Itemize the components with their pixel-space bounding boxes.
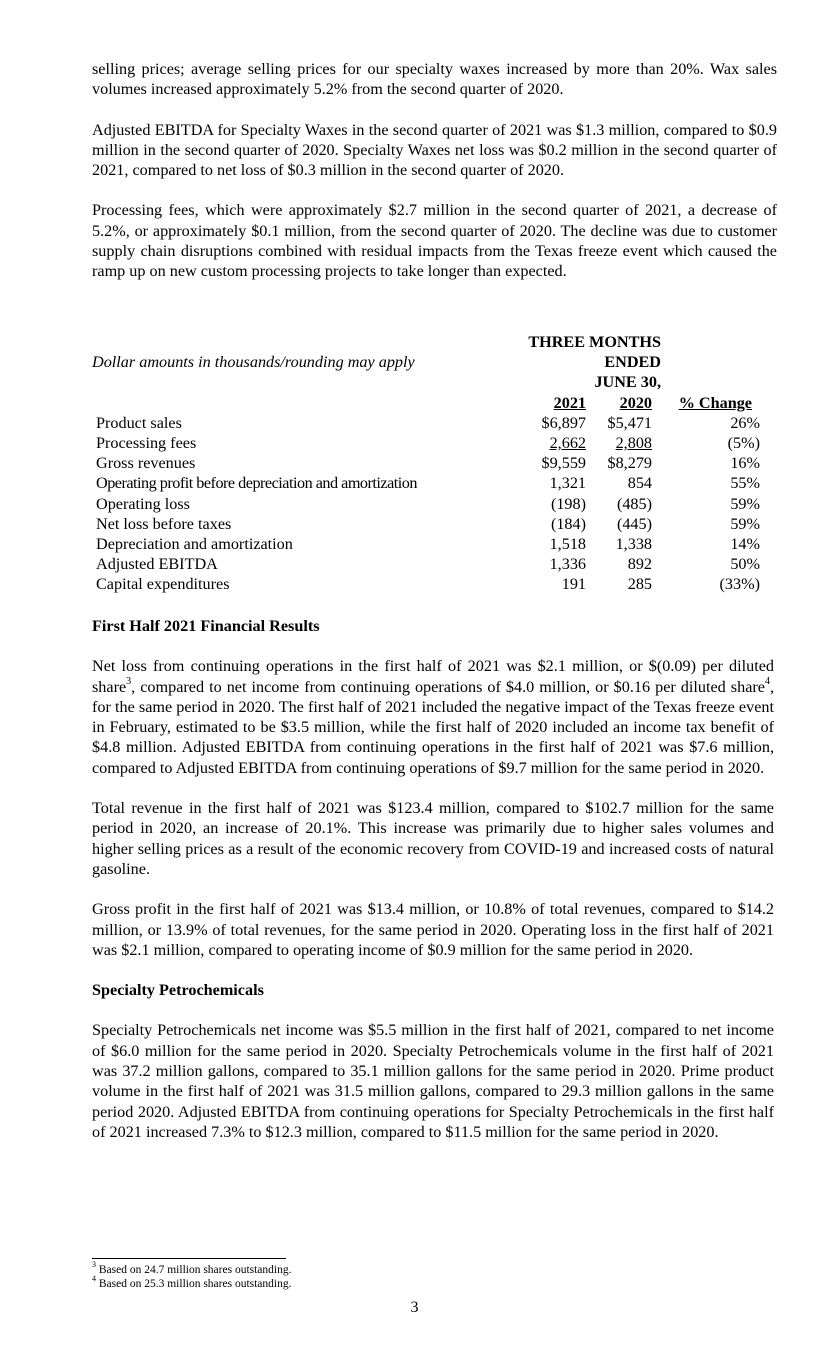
table-row: [96, 534, 760, 554]
paragraph-net-loss-part3: , for the same period in 2020. The first half of 2021 included the negative impact of the Texas freeze event in February, estimated to be $3.5 million, while the first half of 2020 included an income tax benefit of $4.8 million. Adjusted EBITDA from continuing operations in the first half of 2021 was $7.6 million, compared to Adjusted EBITDA from continuing operations of $9.7 million for the same period in 2020.: [92, 677, 774, 777]
table-row: [96, 574, 760, 594]
footnote-4: [92, 1274, 592, 1291]
cell-2020: 2,808: [615, 434, 652, 452]
row-label: Depreciation and amortization: [96, 535, 293, 553]
cell-change: 59%: [730, 515, 760, 533]
paragraph-processing-fees: Processing fees, which were approximately $2.7 million in the second quarter of 2021, a decrease of 5.2%, or approximately $0.1 million, from the second quarter of 2020. The decline was due to customer supply chain disruptions combined with residual impacts from the Texas freeze event which caused the ramp up on new custom processing projects to take longer than expected.: [92, 201, 777, 281]
footnote-divider: [92, 1258, 286, 1259]
cell-2020: 854: [627, 474, 652, 492]
cell-2021: 191: [561, 575, 586, 593]
cell-change: (33%): [719, 575, 760, 593]
row-label: Gross revenues: [96, 454, 196, 472]
cell-2020: (485): [616, 495, 652, 513]
cell-2020: 285: [627, 575, 652, 593]
paragraph-wax-ebitda: Adjusted EBITDA for Specialty Waxes in the second quarter of 2021 was $1.3 million, compared to $0.9 million in the second quarter of 2020. Specialty Waxes net loss was $0.2 million in the second quarter of 2021, compared to net loss of $0.3 million in the second quarter of 2020.: [92, 120, 777, 180]
cell-2021: (198): [550, 495, 586, 513]
table-row: [96, 514, 760, 534]
paragraph-net-loss-part2: , compared to net income from continuing operations of $4.0 million, or $0.16 per diluted share: [131, 677, 765, 696]
period-header-line3: JUNE 30,: [594, 373, 661, 391]
cell-change: 16%: [730, 454, 760, 472]
row-label: Net loss before taxes: [96, 515, 232, 533]
row-label: Operating loss: [96, 495, 190, 513]
column-header-2020: 2020: [619, 394, 652, 412]
column-header-change: % Change: [678, 394, 752, 412]
page-number: 3: [410, 1299, 419, 1316]
row-label: Processing fees: [96, 434, 197, 452]
paragraph-net-loss-part1: Net loss from continuing operations in the first half of 2021 was $2.1 million, or $(0.09) per diluted share: [92, 657, 774, 696]
footnote-text: Based on 25.3 million shares outstanding.: [98, 1278, 292, 1290]
footnote-mark: 3: [92, 1260, 96, 1270]
paragraph-net-loss: [92, 656, 774, 778]
cell-2021: (184): [550, 515, 586, 533]
footnotes: [92, 1258, 592, 1291]
cell-change: 59%: [730, 495, 760, 513]
first-half-section: [92, 616, 774, 1142]
row-label: Product sales: [96, 414, 182, 432]
cell-change: 26%: [730, 414, 760, 432]
row-label: Capital expenditures: [96, 575, 230, 593]
row-label: Adjusted EBITDA: [96, 555, 218, 573]
cell-2021: 1,336: [549, 555, 586, 573]
footnote-ref-4[interactable]: 4: [764, 676, 770, 688]
cell-2020: 1,338: [615, 535, 652, 553]
paragraph-total-revenue: Total revenue in the first half of 2021 was $123.4 million, compared to $102.7 million for the same period in 2020, an increase of 20.1%. This increase was primarily due to higher sales volumes and higher selling prices as a result of the economic recovery from COVID-19 and increased costs of natural gasoline.: [92, 799, 774, 878]
column-header-2021: 2021: [553, 394, 586, 412]
cell-2021: 1,321: [549, 474, 586, 492]
table-row: [96, 413, 760, 433]
paragraph-gross-profit: Gross profit in the first half of 2021 was $13.4 million, or 10.8% of total revenues, compared to $14.2 million, or 13.9% of total revenues, for the same period in 2020. Operating loss in the first half of 2021 was $2.1 million, compared to operating income of $0.9 million for the same period in 2020.: [92, 900, 774, 959]
cell-2020: $5,471: [607, 414, 652, 432]
footnote-text: Based on 24.7 million shares outstanding.: [98, 1264, 292, 1276]
table-header-row: [96, 393, 760, 413]
cell-change: (5%): [727, 434, 760, 452]
table-row: [96, 494, 760, 514]
footnote-3: [92, 1260, 592, 1277]
cell-change: 55%: [730, 474, 760, 492]
footnote-mark: 4: [92, 1274, 96, 1284]
section-heading-petrochemicals: Specialty Petrochemicals: [92, 981, 264, 1000]
paragraph-wax-prices: selling prices; average selling prices for our specialty waxes increased by more than 20%. Wax sales volumes increased approximately 5.2% from the second quarter of 2020.: [92, 60, 777, 99]
cell-2020: (445): [616, 515, 652, 533]
section-heading-first-half: First Half 2021 Financial Results: [92, 617, 320, 635]
cell-2021: $9,559: [541, 454, 586, 472]
period-header-line1: THREE MONTHS: [528, 333, 661, 351]
table-caption: Dollar amounts in thousands/rounding may apply: [92, 353, 415, 371]
cell-change: 50%: [730, 555, 760, 573]
document-page: [92, 59, 777, 282]
footnote-ref-3[interactable]: 3: [126, 676, 132, 688]
row-label: Operating profit before depreciation and amortization: [96, 474, 417, 492]
table-row: [96, 554, 760, 574]
table-row: [96, 473, 760, 493]
paragraph-petrochemicals: Specialty Petrochemicals net income was $5.5 million in the first half of 2021, compared to net income of $6.0 million for the same period in 2020. Specialty Petrochemicals volume in the first half of 2021 was 37.2 million gallons, compared to 35.1 million gallons for the same period in 2020. Prime product volume in the first half of 2021 was 31.5 million gallons, compared to 29.3 million gallons in the same period 2020. Adjusted EBITDA from continuing operations for Specialty Petrochemicals in the first half of 2021 increased 7.3% to $12.3 million, compared to $11.5 million for the same period in 2020.: [92, 1021, 774, 1141]
cell-2020: 892: [627, 555, 652, 573]
cell-2020: $8,279: [607, 454, 652, 472]
cell-change: 14%: [730, 535, 760, 553]
cell-2021: $6,897: [541, 414, 586, 432]
table-row: [96, 453, 760, 473]
cell-2021: 2,662: [549, 434, 586, 452]
period-header-line2: ENDED: [604, 353, 661, 371]
table-row: [96, 433, 760, 453]
cell-2021: 1,518: [549, 535, 586, 553]
